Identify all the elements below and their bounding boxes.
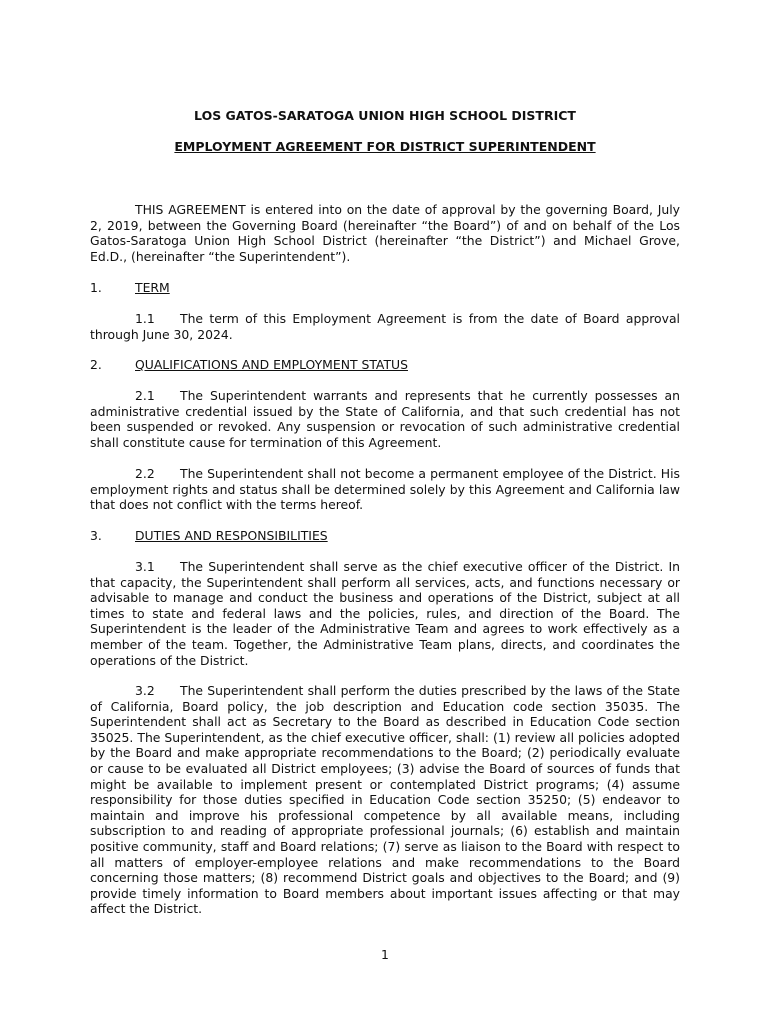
- paragraph-number: 2.2: [135, 466, 155, 481]
- paragraph-text: The term of this Employment Agreement is from the date of Board approval through June 30, 2024.: [90, 311, 680, 342]
- paragraph-1-1: [90, 311, 680, 342]
- page-number: 1: [381, 947, 389, 962]
- paragraph-number: 2.1: [135, 388, 155, 403]
- paragraph-2-2: [90, 466, 680, 513]
- section-number: 1.: [90, 280, 102, 295]
- paragraph-text: The Superintendent shall not become a permanent employee of the District. His employment rights and status shall be determined solely by this Agreement and California law that does not conflict with the terms hereof.: [90, 466, 680, 513]
- paragraph-3-1: [90, 559, 680, 668]
- paragraph-text: The Superintendent shall serve as the chief executive officer of the District. In that capacity, the Superintendent shall perform all services, acts, and functions necessary or advisable to manage and conduct the business and operations of the District, subject at all times to state and federal laws and the policies, rules, and direction of the Board. The Superintendent is the leader of the Administrative Team and agrees to work effectively as a member of the team. Together, the Administrative Team plans, directs, and coordinates the operations of the District.: [90, 559, 680, 668]
- intro-paragraph: [90, 202, 680, 264]
- paragraph-text: The Superintendent shall perform the duties prescribed by the laws of the State of California, Board policy, the job description and Education code section 35035. The Superintendent shall act as Secretary to the Board as described in Education Code section 35025. The Superintendent, as the chief executive officer, shall: (1) review all policies adopted by the Board and make appropriate recommendations to the Board; (2) periodically evaluate or cause to be evaluated all District employees; (3) advise the Board of sources of funds that might be available to implement present or contemplated District programs; (4) assume responsibility for those duties specified in Education Code section 35250; (5) endeavor to maintain and improve his professional competence by all available means, including subscription to and reading of appropriate professional journals; (6) establish and maintain positive community, staff and Board relations; (7) serve as liaison to the Board with respect to all matters of employer-employee relations and make recommendations to the Board concerning those matters; (8) recommend District goals and objectives to the Board; and (9) provide timely information to Board members about important issues affecting or that may affect the District.: [90, 683, 680, 917]
- intro-text: THIS AGREEMENT is entered into on the date of approval by the governing Board, July 2, 2019, between the Governing Board (hereinafter “the Board”) of and on behalf of the Los Gatos-Saratoga Union High School District (hereinafter “the District”) and Michael Grove, Ed.D., (hereinafter “the Superintendent”).: [90, 202, 680, 264]
- district-title: LOS GATOS-SARATOGA UNION HIGH SCHOOL DISTRICT: [194, 108, 576, 123]
- agreement-title: EMPLOYMENT AGREEMENT FOR DISTRICT SUPERINTENDENT: [174, 139, 596, 154]
- section-heading-term: [90, 280, 680, 296]
- paragraph-number: 1.1: [135, 311, 155, 326]
- section-title: QUALIFICATIONS AND EMPLOYMENT STATUS: [135, 357, 408, 372]
- section-title: TERM: [135, 280, 170, 295]
- section-number: 2.: [90, 357, 102, 372]
- paragraph-3-2: [90, 683, 680, 917]
- section-heading-qualifications: [90, 357, 680, 373]
- section-heading-duties: [90, 528, 680, 544]
- paragraph-2-1: [90, 388, 680, 450]
- paragraph-text: The Superintendent warrants and represents that he currently possesses an administrative credential issued by the State of California, and that such credential has not been suspended or revoked. Any suspension or revocation of such administrative credential shall constitute cause for termination of this Agreement.: [90, 388, 680, 450]
- paragraph-number: 3.2: [135, 683, 155, 698]
- section-title: DUTIES AND RESPONSIBILITIES: [135, 528, 328, 543]
- section-number: 3.: [90, 528, 102, 543]
- paragraph-number: 3.1: [135, 559, 155, 574]
